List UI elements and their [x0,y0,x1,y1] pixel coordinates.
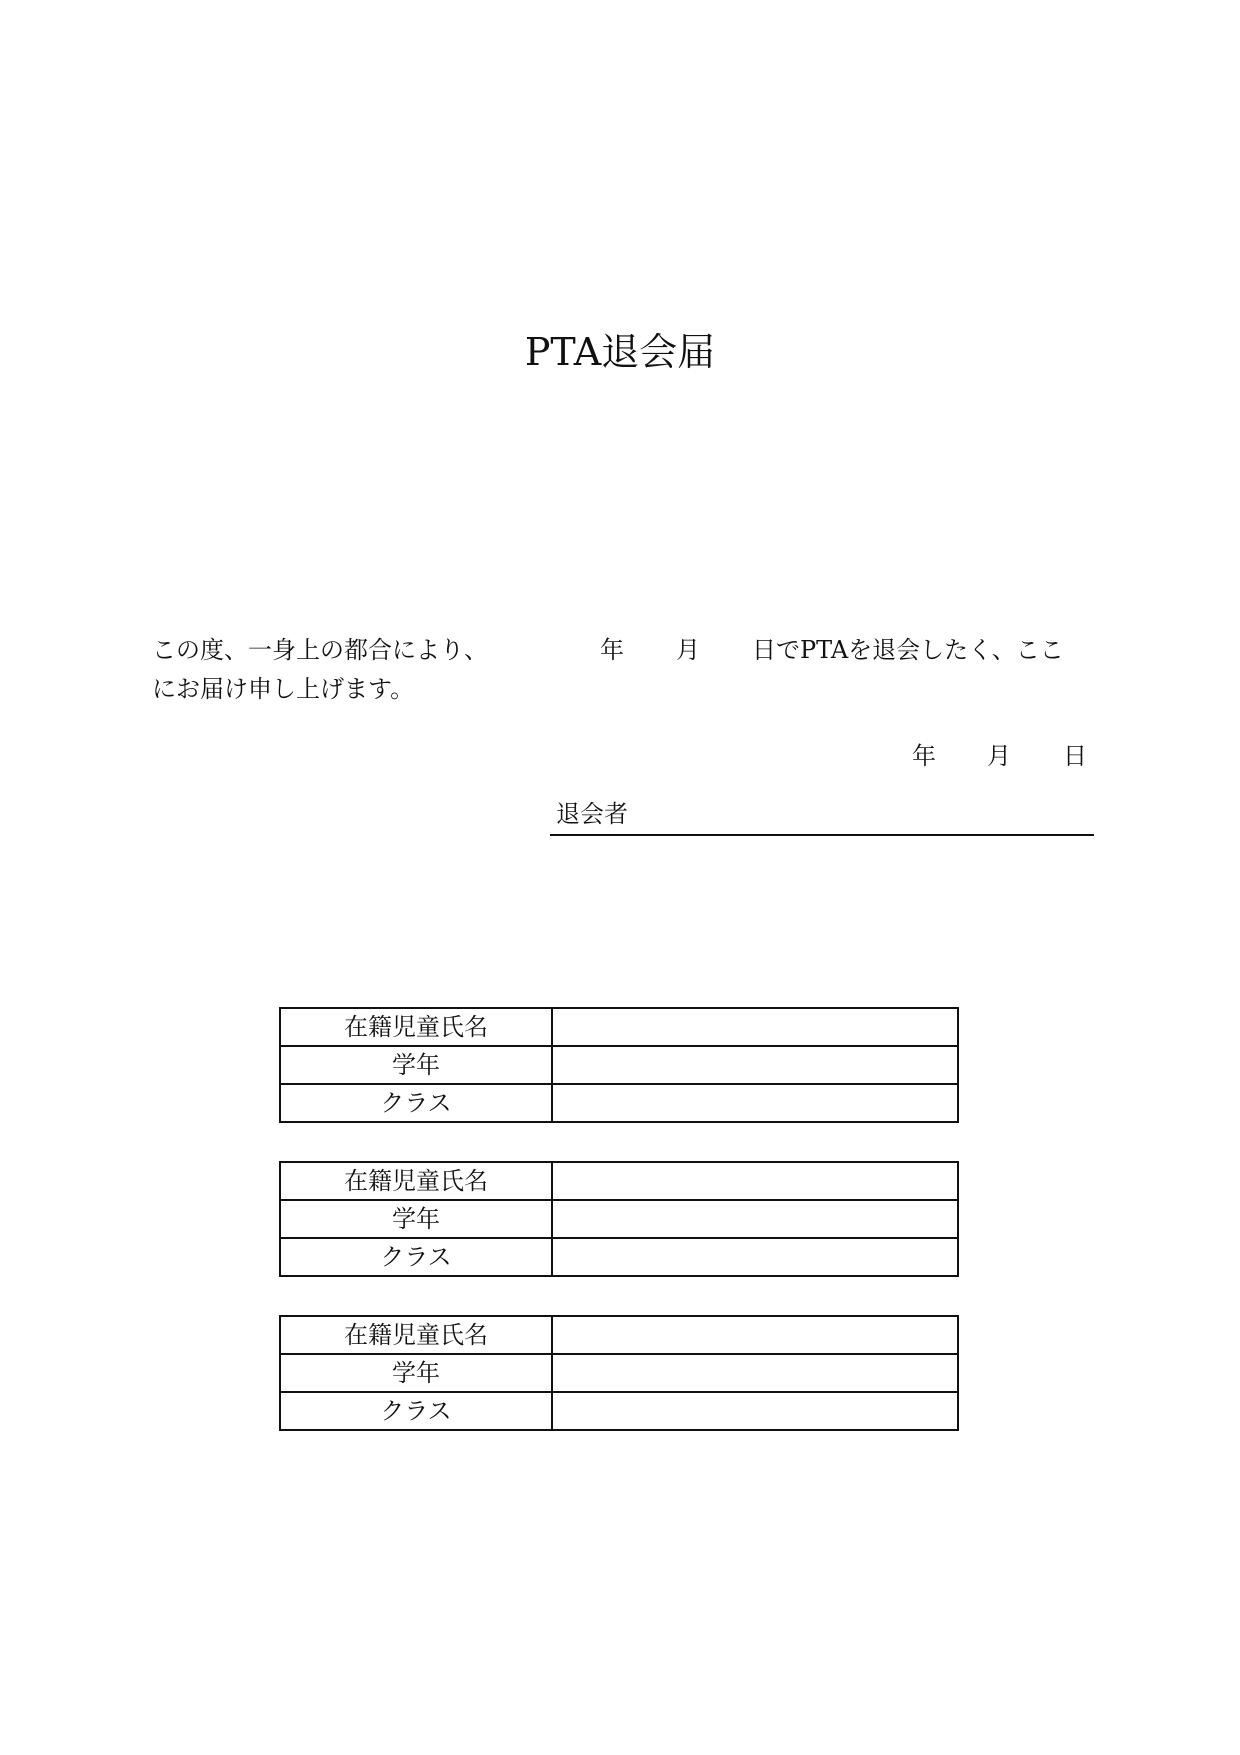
date-year-label: 年 [912,742,936,770]
class-label: クラス [280,1392,552,1430]
class-field[interactable] [552,1392,958,1430]
grade-field[interactable] [552,1200,958,1238]
grade-label: 学年 [280,1354,552,1392]
table-row [280,1008,958,1046]
student-name-label: 在籍児童氏名 [280,1008,552,1046]
student-info-table-3 [279,1315,959,1431]
class-field[interactable] [552,1084,958,1122]
student-name-field[interactable] [552,1008,958,1046]
withdrawer-signature-line[interactable] [550,796,1094,836]
grade-label: 学年 [280,1046,552,1084]
table-row [280,1238,958,1276]
table-row [280,1200,958,1238]
withdrawer-label: 退会者 [556,800,628,828]
student-name-field[interactable] [552,1316,958,1354]
date-day-label: 日 [1063,742,1087,770]
table-row [280,1392,958,1430]
table-row [280,1316,958,1354]
table-row [280,1354,958,1392]
student-info-table-1 [279,1007,959,1123]
grade-field[interactable] [552,1354,958,1392]
grade-label: 学年 [280,1200,552,1238]
student-name-label: 在籍児童氏名 [280,1162,552,1200]
class-label: クラス [280,1238,552,1276]
statement-text-start: この度、一身上の都合により、 [152,636,488,664]
statement-month-label: 月 [676,636,700,664]
statement-year-label: 年 [600,636,624,664]
document-title: PTA退会届 [524,330,716,374]
grade-field[interactable] [552,1046,958,1084]
student-name-field[interactable] [552,1162,958,1200]
statement-text-end: 日でPTAを退会したく、ここ [752,636,1064,664]
statement-text-line2: にお届け申し上げます。 [152,675,415,703]
date-month-label: 月 [987,742,1011,770]
student-info-table-2 [279,1161,959,1277]
table-row [280,1084,958,1122]
table-row [280,1162,958,1200]
student-name-label: 在籍児童氏名 [280,1316,552,1354]
table-row [280,1046,958,1084]
class-field[interactable] [552,1238,958,1276]
class-label: クラス [280,1084,552,1122]
